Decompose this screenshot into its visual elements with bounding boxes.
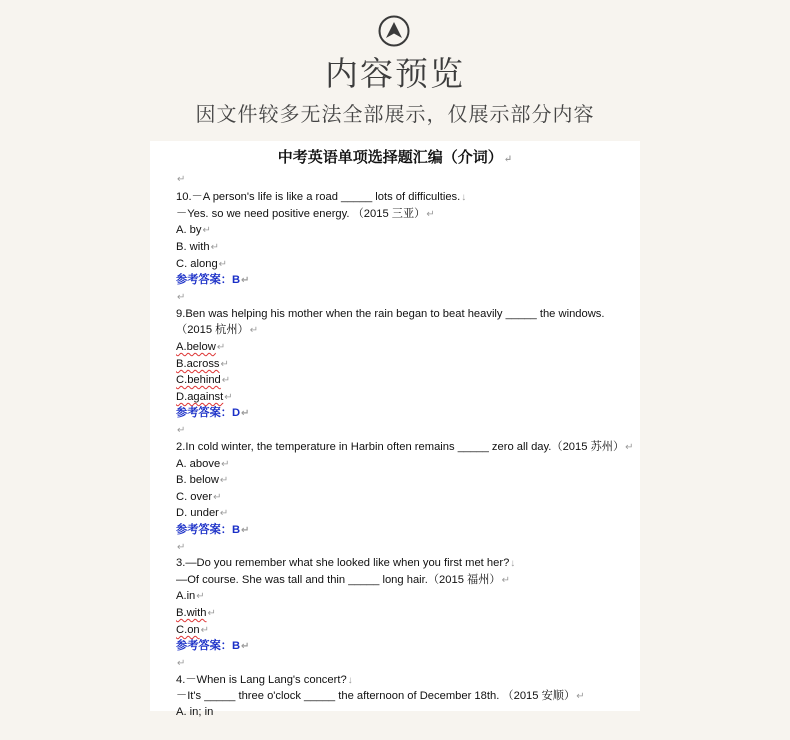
page-subtitle: 因文件较多无法全部展示，仅展示部分内容 (195, 102, 595, 126)
question-line: 9.Ben was helping his mother when the rain began to beat heavily _____ the windows. (176, 308, 605, 320)
option-line: C. over↵ (176, 491, 222, 503)
answer-line: 参考答案：B↵ (176, 524, 250, 536)
question-line: 10.－A person's life is like a road _____ lots of difficulties.↓ (176, 191, 467, 203)
option-line: C. along↵ (176, 258, 228, 270)
option-line: C.on↵ (176, 624, 210, 636)
option-line: D. under↵ (176, 507, 229, 519)
option-line: A. above↵ (176, 458, 230, 470)
answer-line: 参考答案：D↵ (176, 407, 250, 419)
option-line: D.against↵ (176, 391, 233, 403)
option-line: B. with↵ (176, 241, 219, 253)
option-line: A.below↵ (176, 341, 226, 353)
question-line: －Yes. so we need positive energy. （2015 三亚）↵ (176, 208, 435, 220)
option-line: A. in; in (176, 706, 214, 718)
page-title: 内容预览 (325, 54, 465, 93)
question-line: －It's _____ three o'clock _____ the afternoon of December 18th. （2015 安顺）↵ (176, 690, 585, 702)
document-title: 中考英语单项选择题汇编（介词）↵ (277, 148, 513, 166)
question-line: —Of course. She was tall and thin _____ long hair.（2015 福州）↵ (176, 574, 511, 586)
option-line: A.in↵ (176, 590, 205, 602)
option-line: B.across↵ (176, 358, 229, 370)
question-line: 3.—Do you remember what she looked like when you first met her?↓ (176, 557, 516, 569)
option-line: B.with↵ (176, 607, 216, 619)
chevron-up-circle-icon (378, 15, 410, 47)
document-preview: 中考英语单项选择题汇编（介词）↵ ↵ 10.－A person's life is like a road _____ lots of difficulties.↓ －Yes. so we need positive energy. （2015 三亚）↵ A. by↵ B. with↵ C. along↵ 参考答案：B↵ ↵ 9.Ben was helping his mother when the rain began to beat heavily _____ the windows. （2015 杭州）↵ A.below↵ B.across↵ C.behind↵ D.against↵ 参考答案：D↵ ↵ 2.In cold winter, the temperature in Harbin often remains _____ zero all day.（2015 苏州）↵ A. above↵ B. below↵ C. over↵ D. under↵ 参考答案：B↵ ↵ 3.—Do you remember what she looked like when you first met her?↓ —Of course. She was tall and thin _____ long hair.（2015 福州）↵ A.in↵ B.with↵ C.on↵ 参考答案：B↵ ↵ 4.－When is Lang Lang's concert?↓ －It's _____ three o'clock _____ the afternoon of December 18th. （2015 安顺）↵ A. in; in (150, 141, 640, 711)
question-line: 4.－When is Lang Lang's concert?↓ (176, 674, 353, 686)
question-line: （2015 杭州）↵ (176, 324, 259, 336)
answer-line: 参考答案：B↵ (176, 274, 250, 286)
question-line: 2.In cold winter, the temperature in Harbin often remains _____ zero all day.（2015 苏州）↵ (176, 441, 634, 453)
option-line: B. below↵ (176, 474, 229, 486)
option-line: A. by↵ (176, 224, 211, 236)
option-line: C.behind↵ (176, 374, 231, 386)
answer-line: 参考答案：B↵ (176, 640, 250, 652)
